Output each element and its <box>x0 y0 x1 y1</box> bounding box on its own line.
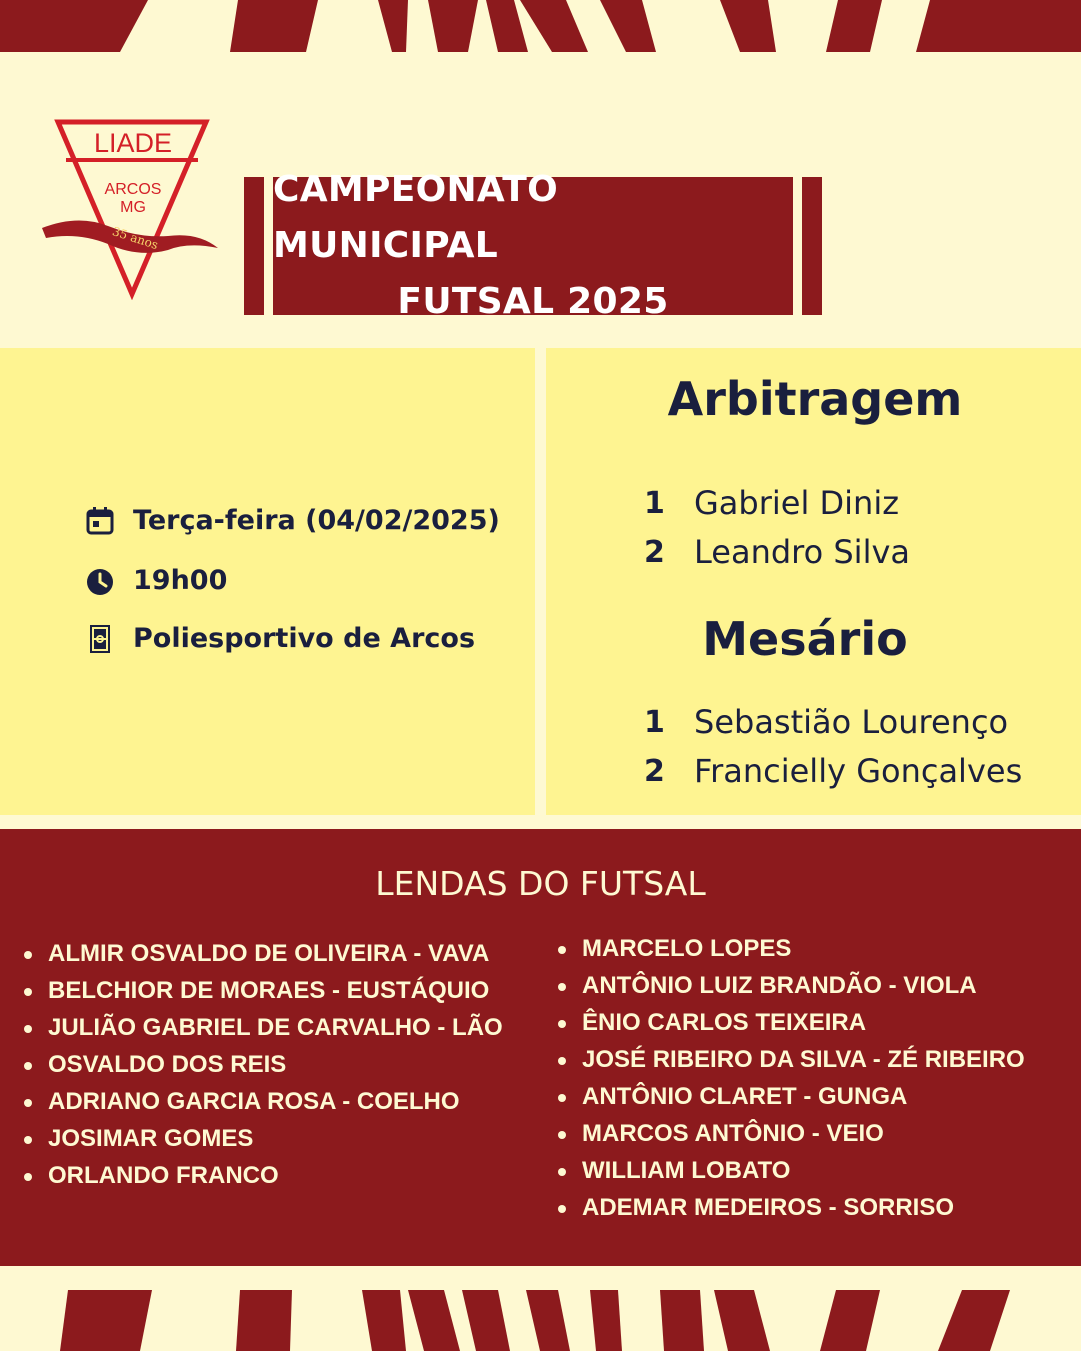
legend-item: JOSÉ RIBEIRO DA SILVA - ZÉ RIBEIRO <box>558 1041 1025 1078</box>
logo-ribbon-text: 35 anos <box>110 224 160 253</box>
logo-name: LIADE <box>93 128 173 158</box>
referee-number: 2 <box>644 534 665 570</box>
title-banner <box>244 169 822 322</box>
referee-name: Leandro Silva <box>694 533 910 571</box>
table-official-row <box>644 703 1008 741</box>
event-time: 19h00 <box>133 565 228 596</box>
legend-item: ORLANDO FRANCO <box>24 1157 503 1194</box>
legend-item: MARCOS ANTÔNIO - VEIO <box>558 1115 1025 1152</box>
legends-list-left <box>24 935 503 1194</box>
referee-name: Gabriel Diniz <box>694 484 900 522</box>
mesario-title: Mesário <box>702 612 908 666</box>
legend-item: ANTÔNIO CLARET - GUNGA <box>558 1078 1025 1115</box>
legend-item: ALMIR OSVALDO DE OLIVEIRA - VAVA <box>24 935 503 972</box>
event-info-panel <box>0 348 535 815</box>
logo-city-line1: ARCOS <box>104 181 162 198</box>
table-official-name: Francielly Gonçalves <box>694 752 1023 790</box>
liade-logo <box>38 118 223 300</box>
bottom-decorative-stripes <box>0 1266 1081 1351</box>
banner-left-bar <box>244 177 264 315</box>
referee-row <box>644 484 899 522</box>
event-place: Poliesportivo de Arcos <box>133 623 476 654</box>
court-icon <box>85 624 115 654</box>
legend-item: ADRIANO GARCIA ROSA - COELHO <box>24 1083 503 1120</box>
title-line-2: FUTSAL 2025 <box>397 281 669 322</box>
legend-item: ÊNIO CARLOS TEIXEIRA <box>558 1004 1025 1041</box>
legends-list-right <box>558 930 1025 1226</box>
logo-city-line2: MG <box>120 199 146 216</box>
top-decorative-stripes <box>0 0 1081 52</box>
calendar-icon <box>85 506 115 536</box>
title-line-1: CAMPEONATO MUNICIPAL <box>273 169 559 266</box>
event-time-row <box>85 565 227 596</box>
referee-number: 1 <box>644 485 665 521</box>
legend-item: WILLIAM LOBATO <box>558 1152 1025 1189</box>
event-date-row <box>85 505 500 536</box>
legend-item: JULIÃO GABRIEL DE CARVALHO - LÃO <box>24 1009 503 1046</box>
arbitragem-title: Arbitragem <box>667 372 963 426</box>
legend-item: BELCHIOR DE MORAES - EUSTÁQUIO <box>24 972 503 1009</box>
legend-item: MARCELO LOPES <box>558 930 1025 967</box>
legends-title: LENDAS DO FUTSAL <box>375 864 706 903</box>
table-official-number: 2 <box>644 753 665 789</box>
table-official-row <box>644 752 1022 790</box>
banner-right-bar <box>802 177 822 315</box>
legend-item: ANTÔNIO LUIZ BRANDÃO - VIOLA <box>558 967 1025 1004</box>
event-place-row <box>85 623 475 654</box>
table-official-number: 1 <box>644 704 665 740</box>
legend-item: JOSIMAR GOMES <box>24 1120 503 1157</box>
legend-item: OSVALDO DOS REIS <box>24 1046 503 1083</box>
table-official-name: Sebastião Lourenço <box>694 703 1009 741</box>
banner-box <box>273 169 793 322</box>
clock-icon <box>85 566 115 596</box>
legend-item: ADEMAR MEDEIROS - SORRISO <box>558 1189 1025 1226</box>
event-date: Terça-feira (04/02/2025) <box>133 505 500 536</box>
referee-row <box>644 533 910 571</box>
